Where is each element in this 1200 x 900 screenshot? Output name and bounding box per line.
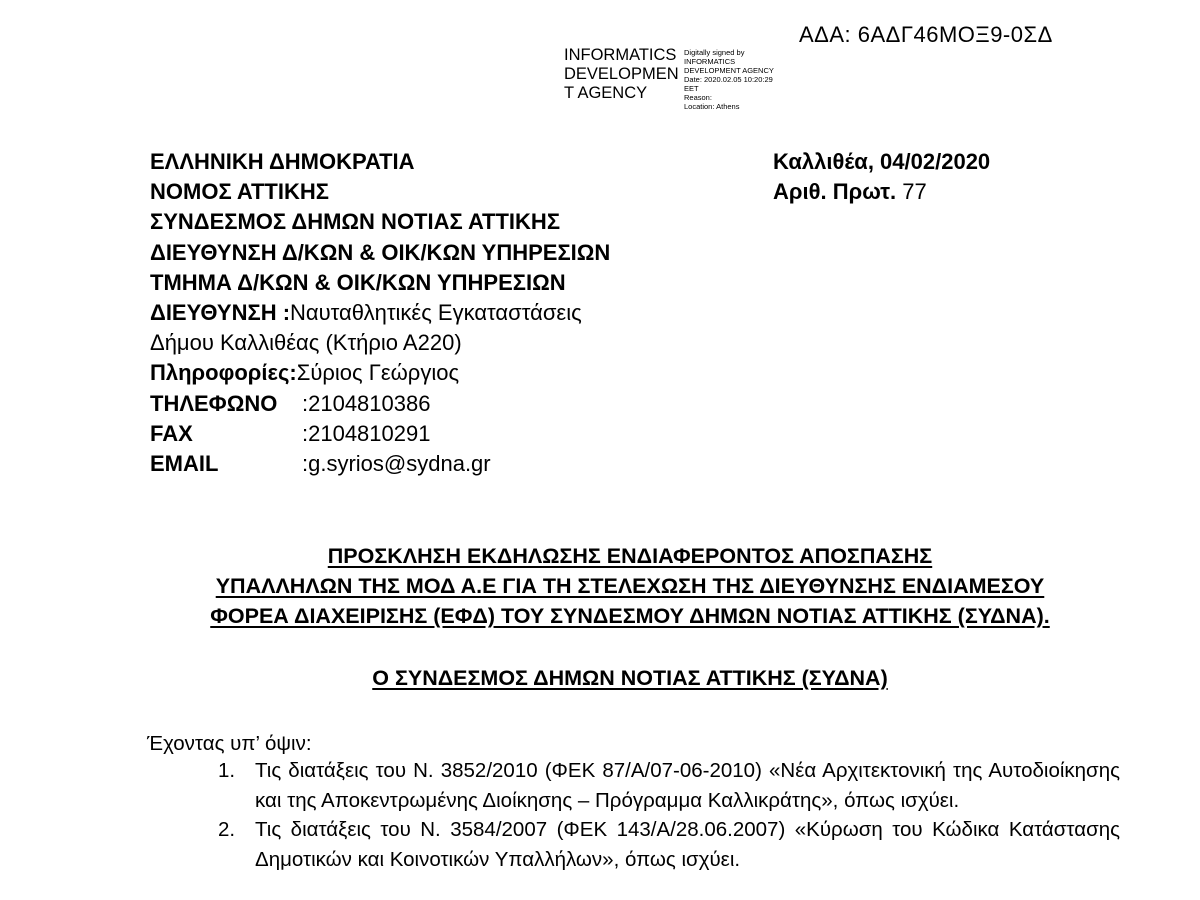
address-line-1: Ναυταθλητικές Εγκαταστάσεις [290, 300, 582, 326]
list-item [218, 756, 1120, 815]
info-value: Σύριος Γεώργιος [296, 360, 460, 386]
address-row [150, 298, 610, 328]
fax-value: :2104810291 [302, 420, 431, 446]
title-line-3: ΦΟΡΕΑ ΔΙΑΧΕΙΡΙΣΗΣ (ΕΦΔ) ΤΟΥ ΣΥΝΔΕΣΜΟΥ ΔΗΜΩΝ ΝΟΤΙΑΣ ΑΤΤΙΚΗΣ (ΣΥΔΝΑ). [210, 604, 1050, 628]
info-label: Πληροφορίες: [150, 360, 297, 386]
intro-text: Έχοντας υπ’ όψιν: [147, 732, 312, 755]
digital-signature [564, 46, 824, 111]
header-line-association: ΣΥΝΔΕΣΜΟΣ ΔΗΜΩΝ ΝΟΤΙΑΣ ΑΤΤΙΚΗΣ [150, 209, 561, 235]
document-date: Καλλιθέα, 04/02/2020 [773, 149, 991, 174]
document-title [100, 541, 1160, 631]
header-line-department: ΤΜΗΜΑ Δ/ΚΩΝ & ΟΙΚ/ΚΩΝ ΥΠΗΡΕΣΙΩΝ [150, 269, 566, 295]
header-line-republic: ΕΛΛΗΝΙΚΗ ΔΗΜΟΚΡΑΤΙΑ [150, 149, 415, 174]
list-item-text: Τις διατάξεις του Ν. 3584/2007 (ΦΕΚ 143/Α/28.06.2007) «Κύρωση του Κώδικα Κατάστασης Δημοτικών και Κοινοτικών Υπαλλήλων», όπως ισχύει. [255, 818, 1120, 871]
address-label: ΔΙΕΥΘΥΝΣΗ : [150, 300, 291, 326]
title-line-2: ΥΠΑΛΛΗΛΩΝ ΤΗΣ ΜΟΔ Α.Ε ΓΙΑ ΤΗ ΣΤΕΛΕΧΩΣΗ ΤΗΣ ΔΙΕΥΘΥΝΣΗΣ ΕΝΔΙΑΜΕΣΟΥ [215, 574, 1045, 598]
contact-row-phone [150, 389, 610, 419]
contact-row-fax [150, 419, 610, 449]
fax-label: FAX [150, 420, 193, 446]
list-item-number: 1. [218, 759, 236, 782]
signature-details: Digitally signed by INFORMATICS DEVELOPMENT AGENCY Date: 2020.02.05 10:20:29 EET Reason: Location: Athens [684, 48, 774, 111]
protocol-label: Αριθ. Πρωτ. [773, 179, 897, 205]
protocol-number: 77 [902, 179, 927, 205]
sender-header [150, 147, 610, 479]
address-line-2: Δήμου Καλλιθέας (Κτήριο Α220) [150, 330, 462, 356]
protocol-row [773, 177, 990, 207]
title-line-1: ΠΡΟΣΚΛΗΣΗ ΕΚΔΗΛΩΣΗΣ ΕΝΔΙΑΦΕΡΟΝΤΟΣ ΑΠΟΣΠΑΣΗΣ [327, 544, 933, 568]
info-row [150, 358, 610, 388]
list-item-number: 2. [218, 818, 236, 842]
email-label: EMAIL [150, 451, 219, 477]
email-value: :g.syrios@sydna.gr [302, 451, 491, 477]
phone-value: :2104810386 [302, 390, 431, 416]
contact-row-email [150, 449, 610, 479]
ada-number: ΑΔΑ: 6ΑΔΓ46ΜΟΞ9-0ΣΔ [799, 22, 1053, 47]
phone-label: ΤΗΛΕΦΩΝΟ [150, 390, 278, 416]
header-line-prefecture: ΝΟΜΟΣ ΑΤΤΙΚΗΣ [150, 179, 329, 205]
signature-name: INFORMATICS DEVELOPMEN T AGENCY [564, 46, 679, 102]
list-item-text: Τις διατάξεις του Ν. 3852/2010 (ΦΕΚ 87/Α/07-06-2010) «Νέα Αρχιτεκτονική της Αυτοδιοίκησης και της Αποκεντρωμένης Διοίκησης – Πρόγραμμα Καλλικράτης», όπως ισχύει. [255, 759, 1120, 812]
document-subtitle: Ο ΣΥΝΔΕΣΜΟΣ ΔΗΜΩΝ ΝΟΤΙΑΣ ΑΤΤΙΚΗΣ (ΣΥΔΝΑ) [372, 666, 888, 690]
list-item [218, 815, 1120, 874]
date-protocol-block [773, 147, 990, 207]
header-line-directorate: ΔΙΕΥΘΥΝΣΗ Δ/ΚΩΝ & ΟΙΚ/ΚΩΝ ΥΠΗΡΕΣΙΩΝ [150, 239, 611, 265]
considerations-list [218, 756, 1120, 874]
